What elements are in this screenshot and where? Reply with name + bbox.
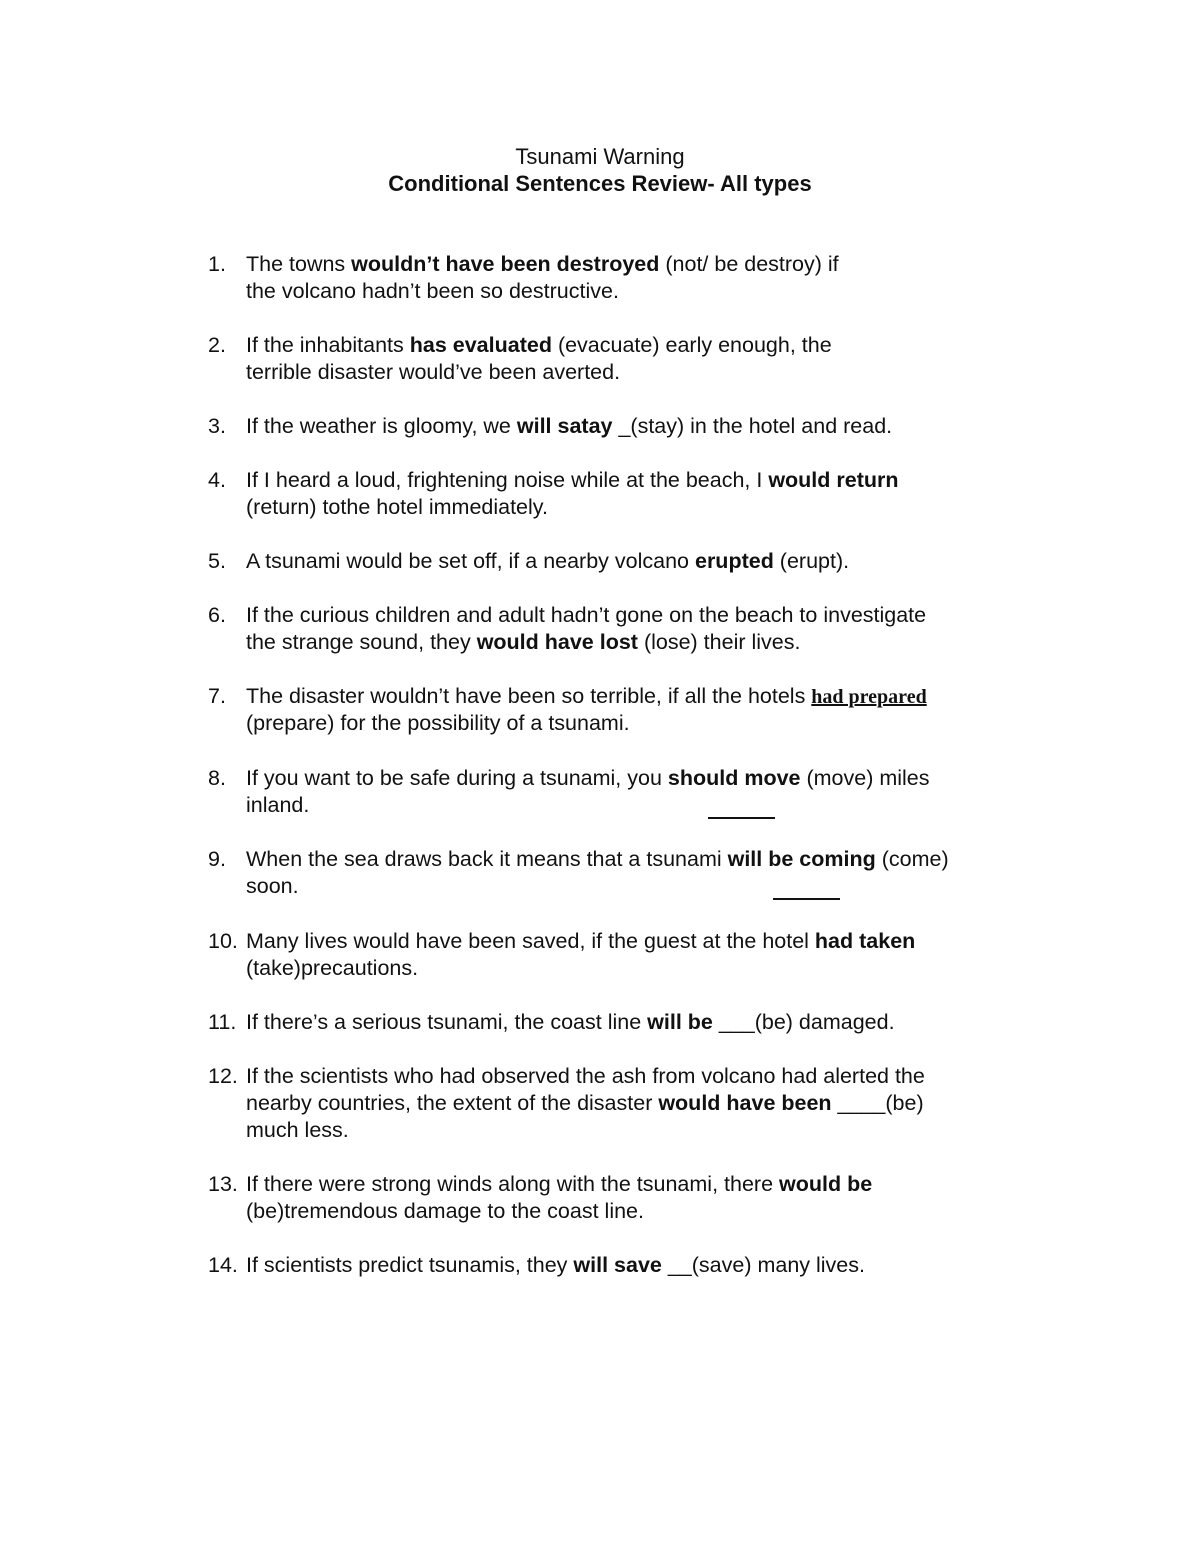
item-text: ___(be) damaged.: [712, 1010, 895, 1034]
answer-text: will save: [573, 1253, 662, 1277]
answer-text: had prepared: [811, 686, 927, 708]
item-text: Many lives would have been saved, if the guest at the hotel: [246, 929, 815, 953]
item-text: (evacuate) early enough, the: [551, 333, 832, 357]
item-number: 7.: [208, 684, 226, 708]
item-number: 2.: [208, 333, 226, 357]
item-line: [246, 1009, 895, 1036]
item-text: __(save) many lives.: [661, 1253, 865, 1277]
item-text: A tsunami would be set off, if a nearby volcano: [246, 549, 695, 573]
item-text: If I heard a loud, frightening noise while at the beach, I: [246, 468, 769, 492]
answer-text: will be coming: [727, 847, 876, 871]
item-line: [246, 548, 849, 575]
item-number: 8.: [208, 766, 226, 790]
item-line: (return) tothe hotel immediately.: [246, 495, 548, 519]
item-number: 11.: [208, 1010, 237, 1034]
answer-text: wouldn’t have been destroyed: [351, 252, 660, 276]
item-line: terrible disaster would’ve been averted.: [246, 360, 621, 384]
item-text: If there were strong winds along with the tsunami, there: [246, 1172, 779, 1196]
item-text: (not/ be destroy) if: [659, 252, 839, 276]
page-title: Tsunami Warning: [515, 144, 685, 169]
item-line: [246, 251, 839, 278]
item-text: ____(be): [831, 1091, 924, 1115]
answer-text: would return: [768, 468, 899, 492]
item-line: (prepare) for the possibility of a tsunami.: [246, 711, 630, 735]
item-number: 13.: [208, 1172, 238, 1196]
answer-text: will satay: [516, 414, 613, 438]
item-number: 14.: [208, 1253, 238, 1277]
item-line: [246, 683, 927, 711]
item-line: much less.: [246, 1118, 349, 1142]
item-line: [246, 1090, 924, 1117]
item-line: If the curious children and adult hadn’t gone on the beach to investigate: [246, 603, 927, 627]
item-number: 1.: [208, 252, 226, 276]
item-line: [246, 1252, 865, 1279]
item-number: 6.: [208, 603, 226, 627]
item-text: nearby countries, the extent of the disaster: [246, 1091, 659, 1115]
answer-text: will be: [647, 1010, 713, 1034]
answer-text: would have been: [658, 1091, 832, 1115]
item-line: inland.: [246, 793, 310, 817]
item-number: 3.: [208, 414, 226, 438]
item-line: [246, 629, 800, 656]
item-number: 10.: [208, 929, 238, 953]
item-line: [246, 1171, 872, 1198]
item-line: [246, 332, 832, 359]
item-text: If the inhabitants: [246, 333, 410, 357]
item-text: If the weather is gloomy, we: [246, 414, 517, 438]
item-line: the volcano hadn’t been so destructive.: [246, 279, 619, 303]
item-text: (erupt).: [773, 549, 850, 573]
answer-text: had taken: [814, 929, 916, 953]
item-text: If scientists predict tsunamis, they: [246, 1253, 574, 1277]
item-text: (come): [875, 847, 949, 871]
item-text: the strange sound, they: [246, 630, 477, 654]
item-line: [246, 413, 892, 440]
item-line: soon.: [246, 874, 299, 898]
item-text: _(stay) in the hotel and read.: [612, 414, 893, 438]
item-line: [246, 928, 915, 955]
answer-text: would be: [779, 1172, 873, 1196]
item-text: If there’s a serious tsunami, the coast line: [246, 1010, 648, 1034]
page-subtitle: Conditional Sentences Review- All types: [388, 171, 812, 196]
answer-text: should move: [667, 766, 801, 790]
item-text: (lose) their lives.: [637, 630, 801, 654]
item-number: 9.: [208, 847, 226, 871]
answer-text: has evaluated: [409, 333, 552, 357]
item-line: [246, 846, 949, 873]
item-number: 12.: [208, 1064, 238, 1088]
item-line: (be)tremendous damage to the coast line.: [246, 1199, 644, 1223]
item-text: The towns: [246, 252, 352, 276]
item-text: (move) miles: [800, 766, 930, 790]
item-line: (take)precautions.: [246, 956, 419, 980]
answer-blank: [708, 817, 775, 819]
item-number: 4.: [208, 468, 226, 492]
item-text: If you want to be safe during a tsunami, you: [246, 766, 668, 790]
answer-text: would have lost: [476, 630, 638, 654]
item-line: [246, 467, 899, 494]
answer-text: erupted: [694, 549, 774, 573]
item-text: The disaster wouldn’t have been so terrible, if all the hotels: [246, 684, 812, 708]
answer-blank: [773, 898, 840, 900]
item-text: When the sea draws back it means that a tsunami: [246, 847, 728, 871]
item-line: [246, 765, 930, 792]
item-line: If the scientists who had observed the ash from volcano had alerted the: [246, 1064, 925, 1088]
item-number: 5.: [208, 549, 226, 573]
